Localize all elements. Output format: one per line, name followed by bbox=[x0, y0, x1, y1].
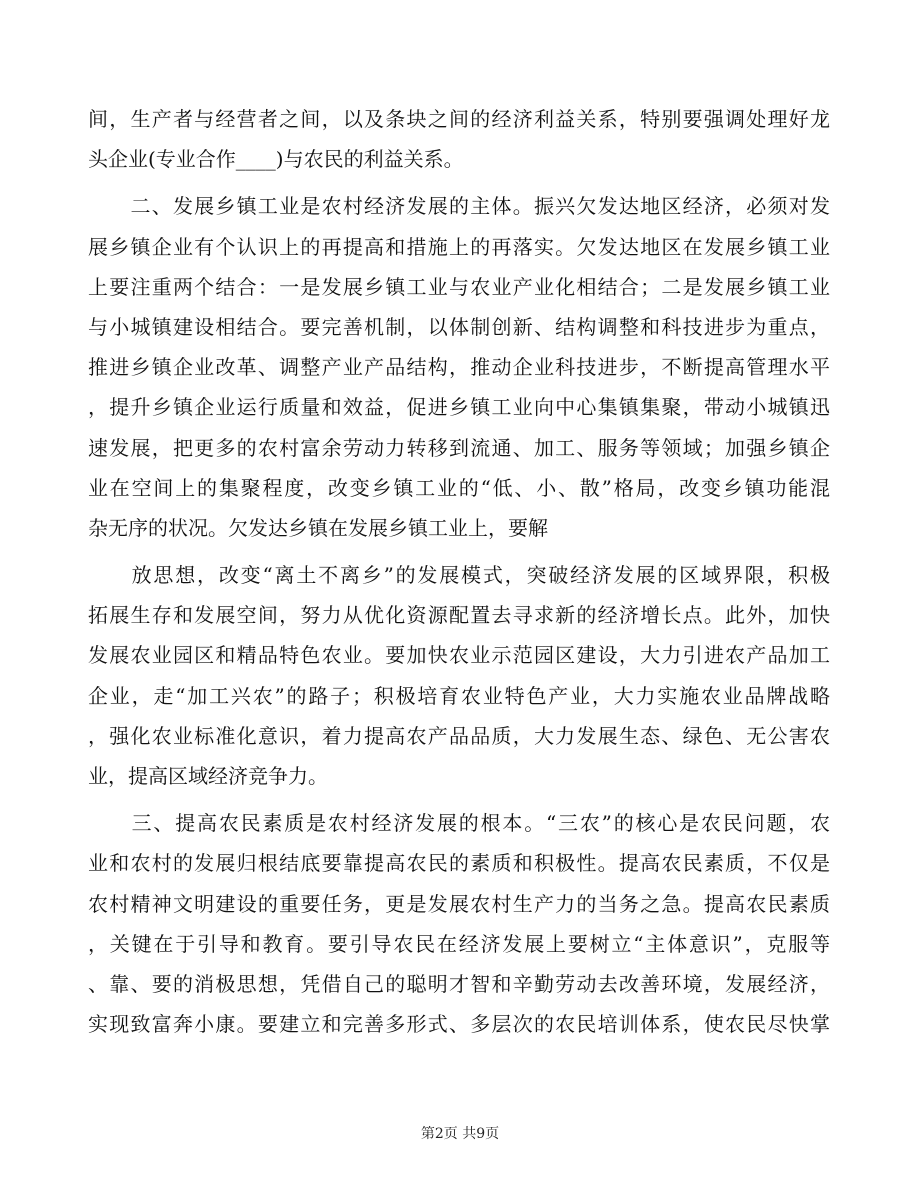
text-line: 实现致富奔小康。要建立和完善多形式、多层次的农民培训体系，使农民尽快掌 bbox=[88, 1012, 830, 1037]
text-line: 展乡镇企业有个认识上的再提高和措施上的再落实。欠发达地区在发展乡镇工业 bbox=[88, 234, 830, 259]
text-line: 、靠、要的消极思想，凭借自己的聪明才智和辛勤劳动去改善环境，发展经济， bbox=[88, 971, 830, 996]
text-line: 与小城镇建设相结合。要完善机制，以体制创新、结构调整和科技进步为重点， bbox=[88, 314, 830, 339]
text-line: 推进乡镇企业改革、调整产业产品结构，推动企业科技进步，不断提高管理水平 bbox=[88, 355, 830, 380]
text-line: 速发展，把更多的农村富余劳动力转移到流通、加工、服务等领域；加强乡镇企 bbox=[88, 435, 830, 460]
text-line: 间，生产者与经营者之间，以及条块之间的经济利益关系，特别要强调处理好龙 bbox=[88, 107, 830, 131]
paragraph-1 bbox=[88, 99, 830, 179]
text-line: 拓展生存和发展空间，努力从优化资源配置去寻求新的经济增长点。此外，加快 bbox=[88, 603, 830, 628]
text-line: ，关键在于引导和教育。要引导农民在经济发展上要树立“主体意识”，克服等 bbox=[88, 931, 830, 956]
document-body bbox=[88, 99, 830, 1044]
text-line: 业，提高区域经济竞争力。 bbox=[88, 764, 328, 788]
text-line: 上要注重两个结合：一是发展乡镇工业与农业产业化相结合；二是发展乡镇工业 bbox=[88, 274, 830, 299]
text-line: 头企业(专业合作____)与农民的利益关系。 bbox=[88, 147, 464, 172]
text-line: ，提升乡镇企业运行质量和效益，促进乡镇工业向中心集镇集聚，带动小城镇迅 bbox=[88, 395, 830, 420]
paragraph-3 bbox=[88, 555, 830, 796]
text-line: 农村精神文明建设的重要任务，更是发展农村生产力的当务之急。提高农民素质 bbox=[88, 891, 830, 916]
paragraph-2 bbox=[88, 186, 830, 548]
text-line: 业和农村的发展归根结底要靠提高农民的素质和积极性。提高农民素质，不仅是 bbox=[88, 851, 830, 876]
text-line: 发展农业园区和精品特色农业。要加快农业示范园区建设，大力引进农产品加工 bbox=[88, 643, 830, 668]
text-line: 杂无序的状况。欠发达乡镇在发展乡镇工业上，要解 bbox=[88, 515, 548, 540]
text-line: 业在空间上的集聚程度，改变乡镇工业的“低、小、散”格局，改变乡镇功能混 bbox=[88, 475, 830, 500]
text-line: 二、发展乡镇工业是农村经济发展的主体。振兴欠发达地区经济，必须对发 bbox=[88, 194, 830, 219]
text-line: 三、提高农民素质是农村经济发展的根本。“三农”的核心是农民问题，农 bbox=[88, 811, 830, 836]
text-line: ，强化农业标准化意识，着力提高农产品品质，大力发展生态、绿色、无公害农 bbox=[88, 723, 830, 748]
text-line: 企业，走“加工兴农”的路子；积极培育农业特色产业，大力实施农业品牌战略 bbox=[88, 683, 830, 708]
paragraph-4 bbox=[88, 803, 830, 1044]
text-line: 放思想，改变“离土不离乡”的发展模式，突破经济发展的区域界限，积极 bbox=[88, 563, 830, 588]
page-indicator: 第2页 共9页 bbox=[420, 1126, 500, 1142]
